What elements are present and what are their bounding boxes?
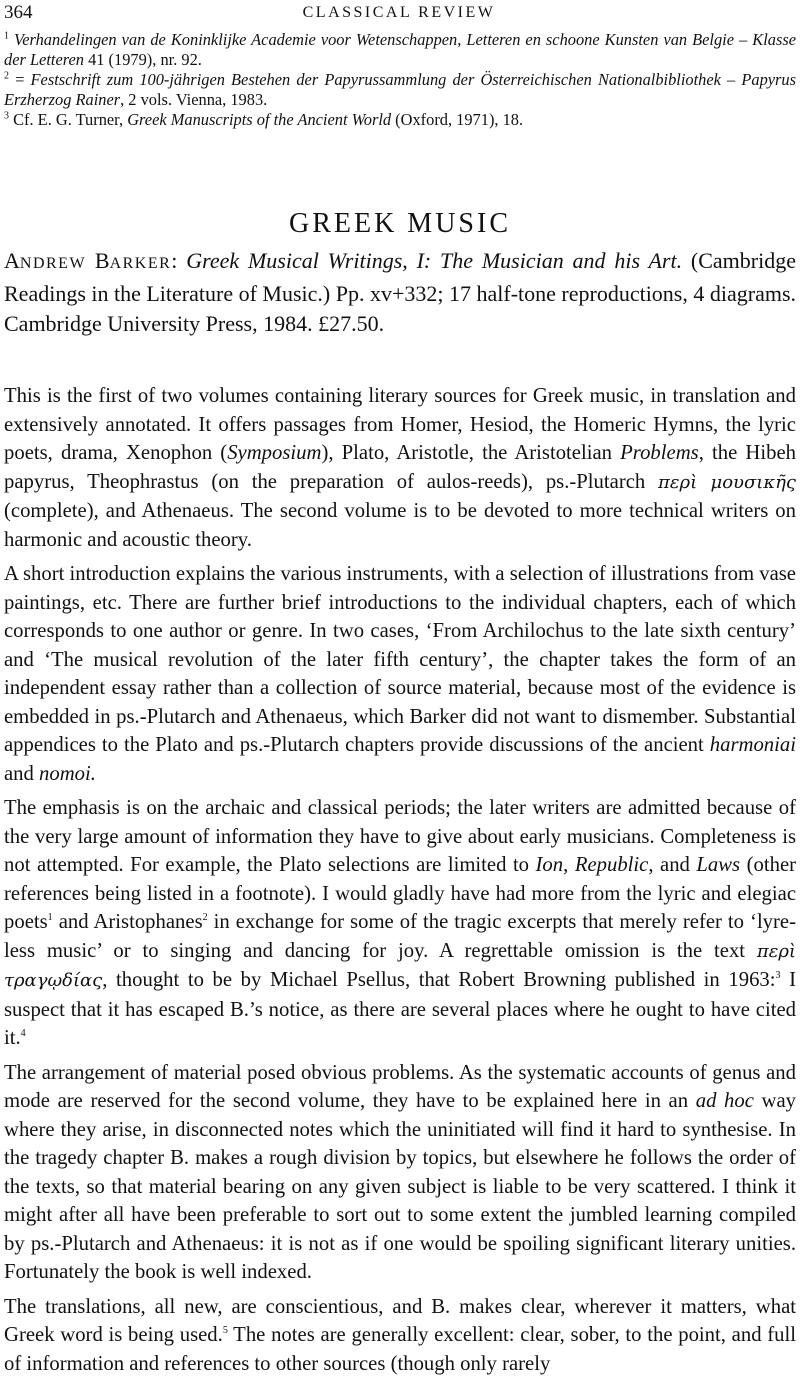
text-run: ), Plato, Aristotle, the Aristotelian — [321, 442, 621, 464]
term: nomoi. — [39, 762, 96, 785]
text-run: The arrangement of material posed obvious problems. As the systematic accounts of genus and mode are reserved for the second volume, they have to be explained here in an — [4, 1061, 796, 1112]
work-title: Problems — [620, 442, 699, 464]
text-run: (other references being listed in a footnote). I would gladly have had more from the lyric and elegiac poets — [4, 854, 797, 933]
heading-colon: : — [171, 248, 187, 273]
book-details: (Cambridge Readings in the Literature of Music.) Pp. xv+332; 17 half-tone reproductions, 4 diagrams. Cambridge University Press, 1984. £27.50. — [4, 248, 797, 336]
footnote-ref: 3 — [775, 970, 781, 982]
footnote-text: (Oxford, 1971), 18. — [391, 110, 524, 129]
review-body — [4, 382, 796, 1378]
work-title: Ion — [535, 854, 564, 876]
text-run: in exchange for some of the tragic excerpts that merely refer to ‘lyre-less music’ or to singing and dancing for joy. A regrettable omission is the text — [4, 911, 796, 962]
text-run: , the Hibeh papyrus, Theophrastus (on the preparation of aulos-reeds), ps.-Plutarch — [4, 442, 796, 493]
footnote-title: Verhandelingen van de Koninklijke Academie voor Wetenschappen, Letteren en schoone Kunsten van Belgie – Klasse der Letteren — [4, 30, 796, 69]
work-title: Laws — [696, 854, 741, 876]
text-run: The translations, all new, are conscientious, and B. makes clear, wherever it matters, what Greek word is being used. — [4, 1295, 796, 1346]
text-run: A short introduction explains the various instruments, with a selection of illustrations from vase paintings, etc. There are further brief introductions to the individual chapters, each of which corresponds to one author or genre. In two cases, ‘From Archilochus to the late sixth century’ and ‘The musical revolution of the later fifth century’, the chapter takes the form of an independent essay rather than a collection of source material, because most of the evidence is embedded in ps.-Plutarch and Athenaeus, which Barker did not want to dismember. Substantial appendices to the Plato and ps.-Plutarch chapters provide discussions of the ancient — [4, 563, 796, 756]
review-heading — [4, 246, 796, 339]
author-name — [4, 248, 171, 273]
footnote-2 — [4, 70, 796, 110]
text-run: and — [4, 762, 40, 785]
footnote-1 — [4, 30, 796, 70]
footnote-title: Festschrift zum 100-jährigen Bestehen der Papyrussammlung der Österreichischen Nationalbibliothek – Papyrus Erzherzog Rainer — [4, 70, 796, 109]
paragraph-1 — [4, 382, 796, 554]
author-initial: A — [4, 248, 20, 273]
text-run: The notes are generally excellent: clear, sober, to the point, and full of information and references to other sources (though only rarely — [4, 1324, 797, 1375]
section-title: GREEK MUSIC — [288, 208, 511, 239]
text-run: way where they arise, in disconnected notes which the uninitiated will find it hard to synthesise. In the tragedy chapter B. makes a rough division by topics, but elsewhere he follows the order of the texts, so that material bearing on any given subject is liable to be very scattered. I think it might after all have been preferable to sort out to some extent the jumbled learning compiled by ps.-Plutarch and Athenaeus: it is not as if one would be spoiling significant literary unities. Fortunately the book is well indexed. — [4, 1090, 797, 1283]
text-run: , — [563, 854, 575, 876]
text-run: (complete), and Athenaeus. The second volume is to be devoted to more technical writers on harmonic and acoustic theory. — [4, 500, 796, 551]
footnotes — [4, 30, 796, 130]
running-head — [4, 2, 794, 24]
paragraph-3 — [4, 794, 796, 1053]
text-run: , and — [648, 854, 697, 876]
journal-title: CLASSICAL REVIEW — [302, 4, 496, 21]
work-title: Republic — [574, 854, 649, 876]
footnote-text: , 2 vols. Vienna, 1983. — [120, 90, 268, 109]
footnote-ref: 2 — [202, 912, 208, 924]
text-run: , thought to be by Michael Psellus, that Robert Browning published in 1963: — [102, 969, 776, 991]
footnote-text: Cf. E. G. Turner, — [9, 110, 128, 129]
footnote-title: Greek Manuscripts of the Ancient World — [127, 110, 392, 129]
term: harmoniai — [709, 734, 796, 756]
author-initial: B — [94, 248, 110, 273]
footnote-marker: 2 — [4, 70, 9, 82]
page-number: 364 — [4, 2, 33, 23]
author-first-name: NDREW — [19, 255, 87, 272]
paragraph-2 — [4, 560, 796, 788]
footnote-marker: 1 — [4, 30, 9, 42]
greek-phrase: περὶ μουσικῆς — [658, 471, 796, 493]
footnote-3 — [4, 110, 796, 130]
footnote-ref: 4 — [20, 1028, 26, 1040]
text-run: This is the first of two volumes containing literary sources for Greek music, in translation and extensively annotated. It offers passages from Homer, Hesiod, the Homeric Hymns, the lyric poets, drama, Xenophon ( — [4, 385, 796, 464]
footnote-marker: 3 — [4, 110, 9, 122]
paragraph-5 — [4, 1293, 796, 1379]
footnote-ref: 5 — [222, 1325, 228, 1337]
book-title: Greek Musical Writings, I: The Musician and his Art. — [186, 248, 683, 273]
latin-phrase: ad hoc — [695, 1090, 754, 1112]
text-run: The emphasis is on the archaic and classical periods; the later writers are admitted because of the very large amount of information they have to give about early musicians. Completeness is not attempted. For example, the Plato selections are limited to — [4, 797, 796, 876]
footnote-ref: 1 — [47, 912, 53, 924]
footnote-text: = — [9, 70, 31, 89]
paragraph-4 — [4, 1059, 796, 1287]
work-title: Symposium — [227, 442, 322, 464]
text-run: I suspect that it has escaped B.’s notice, as there are several places where he ought to have cited it. — [4, 969, 796, 1049]
text-run: and Aristophanes — [52, 911, 203, 933]
author-last-name: ARKER — [109, 255, 172, 272]
greek-phrase: περὶ τραγῳδίας — [4, 940, 796, 991]
footnote-text: 41 (1979), nr. 92. — [83, 50, 202, 69]
